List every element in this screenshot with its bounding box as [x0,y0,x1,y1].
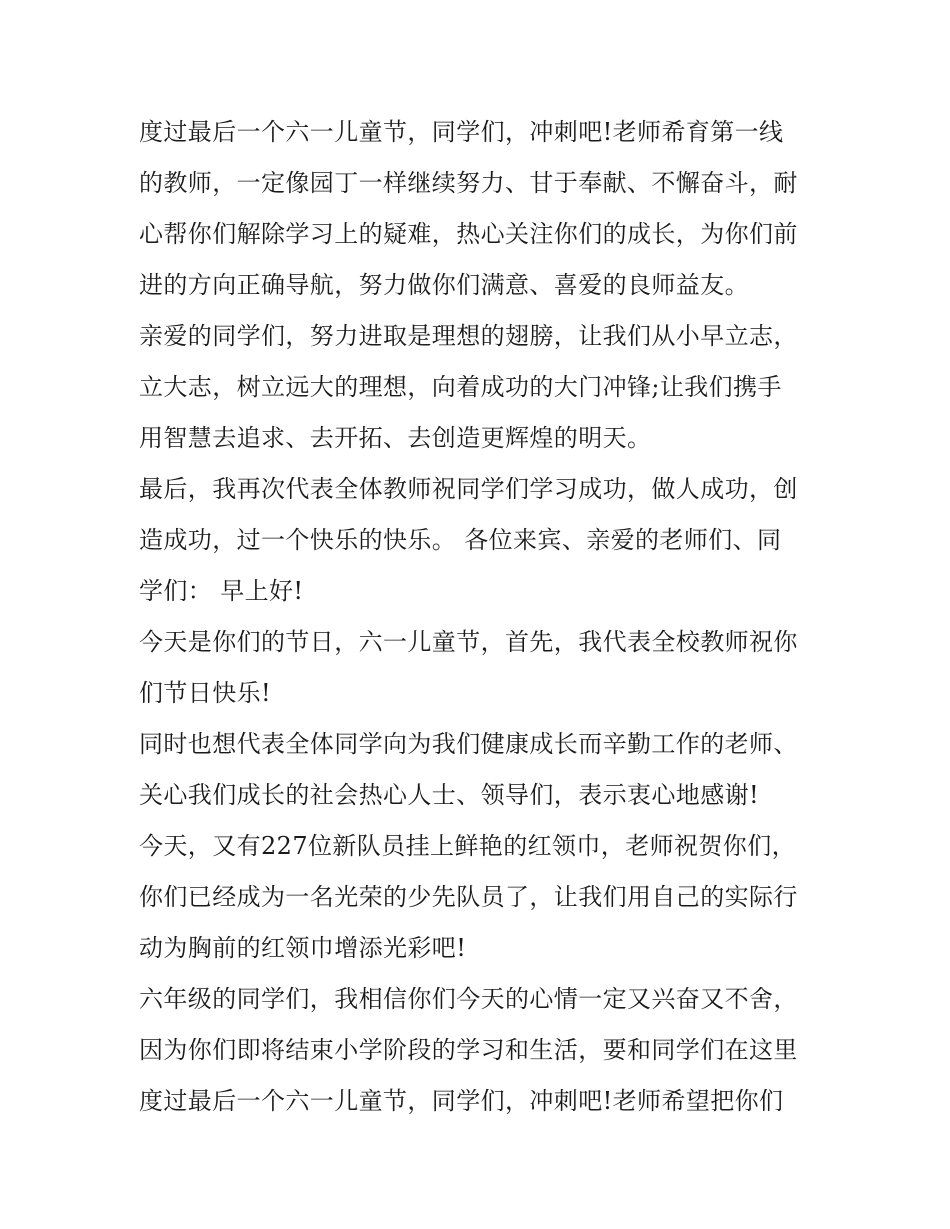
text-line: 进的方向正确导航，努力做你们满意、喜爱的良师益友。 [139,271,749,299]
text-line: 亲爱的同学们，努力进取是理想的翅膀，让我们从小早立志， [139,322,798,350]
text-line: 关心我们成长的社会热心人士、领导们，表示衷心地感谢! [139,781,760,809]
text-line: 们节日快乐! [139,679,272,707]
text-line: 立大志，树立远大的理想，向着成功的大门冲锋;让我们携手 [139,373,782,401]
text-line: 你们已经成为一名光荣的少先队员了，让我们用自己的实际行 [139,883,798,911]
text-line: 六年级的同学们，我相信你们今天的心情一定又兴奋又不舍， [139,985,798,1013]
text-line: 的教师，一定像园丁一样继续努力、甘于奉献、不懈奋斗，耐 [139,169,798,197]
text-line: 动为胸前的红领巾增添光彩吧! [139,934,467,962]
text-line: 学们： 早上好! [139,577,304,605]
text-line: 今天是你们的节日，六一儿童节，首先，我代表全校教师祝你 [139,628,798,656]
document-body [139,107,819,1127]
text-line: 造成功，过一个快乐的快乐。 各位来宾、亲爱的老师们、同 [139,526,782,554]
text-line: 心帮你们解除学习上的疑难，热心关注你们的成长，为你们前 [139,220,798,248]
text-line: 因为你们即将结束小学阶段的学习和生活，要和同学们在这里 [139,1036,798,1064]
text-line: 同时也想代表全体同学向为我们健康成长而辛勤工作的老师、 [139,730,798,758]
text-line: 度过最后一个六一儿童节，同学们，冲刺吧!老师希育第一线 [139,118,784,146]
text-line: 度过最后一个六一儿童节，同学们，冲刺吧!老师希望把你们 [139,1087,784,1115]
text-line: 最后，我再次代表全体教师祝同学们学习成功，做人成功，创 [139,475,798,503]
text-line: 今天，又有227位新队员挂上鲜艳的红领巾，老师祝贺你们， [139,832,797,860]
text-line: 用智慧去追求、去开拓、去创造更辉煌的明天。 [139,424,652,452]
